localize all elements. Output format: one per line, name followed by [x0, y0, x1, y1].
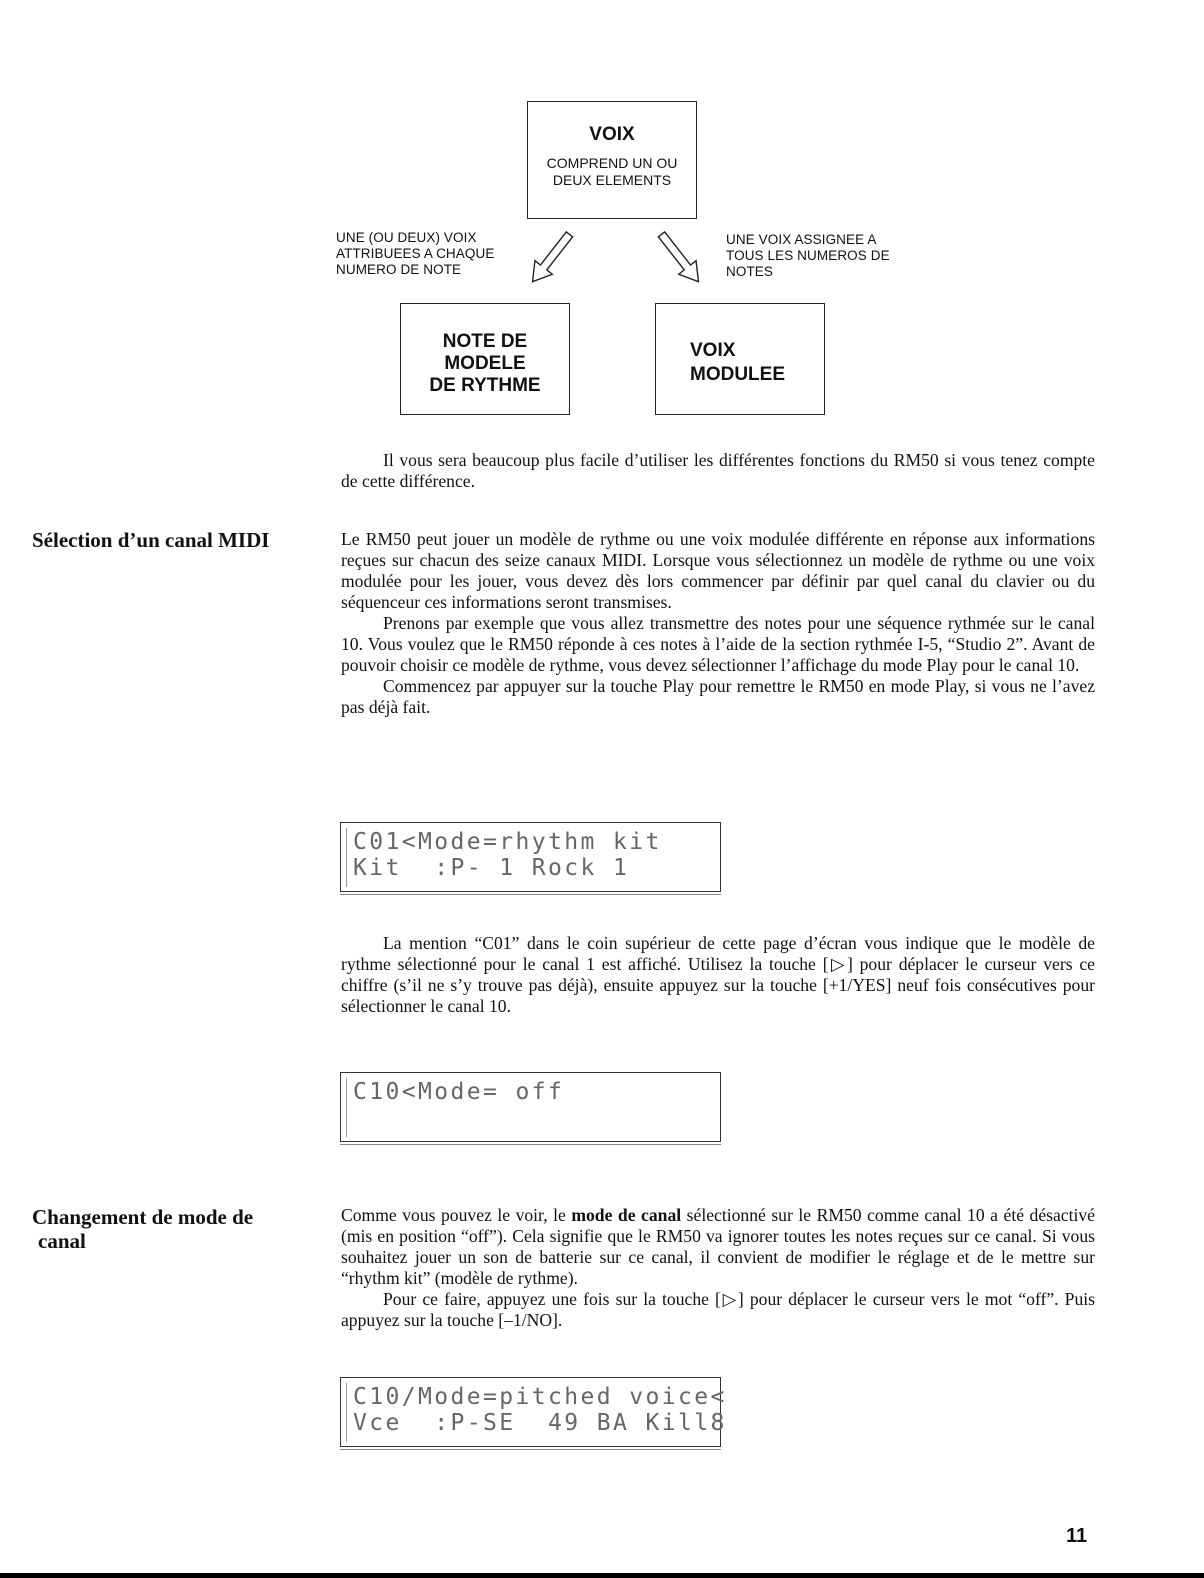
section2-heading-line1: Changement de mode de	[32, 1205, 254, 1229]
arrow-down-right-icon	[654, 224, 706, 292]
section2-body	[341, 1205, 1095, 1331]
right-label-line1: UNE VOIX ASSIGNEE A	[726, 232, 877, 247]
section1-paragraph3: Commencez par appuyer sur la touche Play pour remettre le RM50 en mode Play, si vous ne l’avez pas déjà fait.	[341, 676, 1095, 717]
section1-paragraph1: Le RM50 peut jouer un modèle de rythme ou une voix modulée différente en réponse aux informations reçues sur chacun des seize canaux MIDI. Lorsque vous sélectionnez un modèle de rythme ou une voix modulée pour les jouer, vous devez dès lors commencer par définir par quel canal du clavier ou du séquenceur ces informations seront transmises.	[341, 529, 1095, 612]
left-arrow-label	[336, 230, 536, 278]
section1-paragraph2: Prenons par exemple que vous allez transmettre des notes pour une séquence rythmée sur le canal 10. Vous voulez que le RM50 réponde à ces notes à l’aide de la section rythmée I-5, “Studio 2”. Avant de pouvoir choisir ce modèle de rythme, vous devez sélectionner l’affichage du mode Play pour le canal 10.	[341, 613, 1095, 675]
lcd1-line1: C01<Mode=rhythm kit	[353, 829, 662, 855]
lcd3-line1: C10/Mode=pitched voice<	[353, 1384, 727, 1410]
right-arrow-label	[726, 232, 946, 280]
section2-p1-after: sélectionné sur le RM50 comme canal 10 a été désactivé (mis en position “off”). Cela signifie que le RM50 va ignorer toutes les notes reçues sur ce canal. Si vous souhaitez jouer un son de batterie sur ce canal, il convient de modifier le réglage et de le mettre sur “rhythm kit” (modèle de rythme).	[341, 1205, 1095, 1288]
section2-p1-before: Comme vous pouvez le voir, le	[341, 1205, 572, 1225]
section2-paragraph1	[341, 1205, 1095, 1289]
left-box-line2: MODELE	[444, 353, 526, 374]
section1-body	[341, 529, 1095, 718]
lcd3-line2: Vce :P-SE 49 BA Kill8	[353, 1410, 727, 1436]
lcd1-line2: Kit :P- 1 Rock 1	[353, 855, 630, 881]
section-heading-selection-canal: Sélection d’un canal MIDI	[32, 528, 270, 552]
left-box-line1: NOTE DE	[442, 331, 528, 352]
voix-box-desc-line2: DEUX ELEMENTS	[552, 172, 672, 188]
left-label-line2: ATTRIBUEES A CHAQUE	[336, 246, 495, 261]
intro-paragraph: Il vous sera beaucoup plus facile d’utiliser les différentes fonctions du RM50 si vous tenez compte de cette différence.	[341, 450, 1095, 491]
note-modele-rythme-box	[400, 303, 570, 415]
page-number: 11	[1066, 1525, 1088, 1547]
voix-box-title: VOIX	[589, 124, 635, 145]
lcd-display-channel-01	[340, 822, 721, 892]
lcd2-line1: C10<Mode= off	[353, 1079, 565, 1105]
left-label-line1: UNE (OU DEUX) VOIX	[336, 230, 477, 245]
right-box-line2: MODULEE	[690, 364, 785, 385]
voix-box	[527, 101, 697, 219]
left-box-line3: DE RYTHME	[429, 375, 541, 396]
section2-paragraph2: Pour ce faire, appuyez une fois sur la touche [▷] pour déplacer le curseur vers le mot “off”. Puis appuyez sur la touche [–1/NO].	[341, 1289, 1095, 1330]
bottom-rule	[0, 1573, 1204, 1578]
section1-paragraph4: La mention “C01” dans le coin supérieur de cette page d’écran vous indique que le modèle de rythme sélectionné pour le canal 1 est affiché. Utilisez la touche [▷] pour déplacer le curseur vers ce chiffre (s’il ne s’y trouve pas déjà), ensuite appuyez sur la touche [+1/YES] neuf fois consécutives pour sélectionner le canal 10.	[341, 933, 1095, 1016]
lcd-display-channel-10-off	[340, 1072, 721, 1142]
voix-box-desc-line1: COMPREND UN OU	[546, 155, 678, 171]
voix-modulee-box	[655, 303, 825, 415]
lcd-display-channel-10-pitched	[340, 1377, 727, 1447]
right-label-line2: TOUS LES NUMEROS DE	[726, 248, 890, 263]
left-label-line3: NUMERO DE NOTE	[336, 262, 462, 277]
right-label-line3: NOTES	[726, 264, 774, 279]
section2-p1-bold: mode de canal	[571, 1205, 682, 1225]
right-box-line1: VOIX	[690, 340, 736, 361]
arrow-down-left-icon	[525, 224, 577, 292]
section-heading-changement-mode	[32, 1205, 332, 1253]
section2-heading-line2: canal	[38, 1229, 86, 1253]
